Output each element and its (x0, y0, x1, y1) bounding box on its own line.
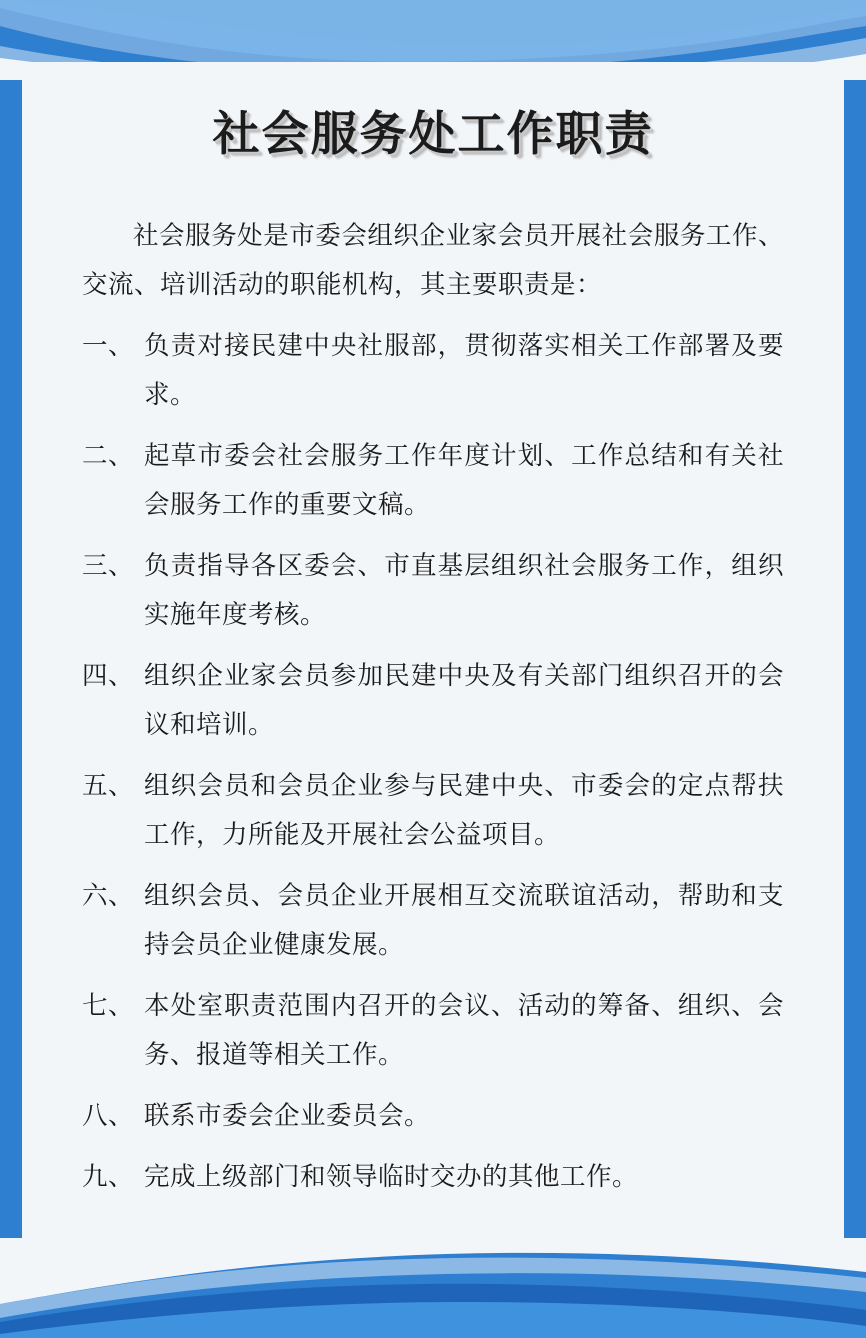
list-item (82, 542, 784, 640)
list-item (82, 432, 784, 530)
list-item (82, 322, 784, 420)
list-item-text: 负责对接民建中央社服部，贯彻落实相关工作部署及要求。 (144, 332, 784, 409)
list-item (82, 1092, 784, 1141)
list-item (82, 1153, 784, 1202)
list-item-text: 组织会员、会员企业开展相互交流联谊活动，帮助和支持会员企业健康发展。 (144, 882, 784, 959)
list-item (82, 982, 784, 1080)
list-item-number: 三、 (82, 552, 135, 580)
list-item-number: 六、 (82, 882, 135, 910)
list-item-text: 组织企业家会员参加民建中央及有关部门组织召开的会议和培训。 (144, 662, 784, 739)
list-item-text: 组织会员和会员企业参与民建中央、市委会的定点帮扶工作，力所能及开展社会公益项目。 (144, 772, 784, 849)
list-item-text: 联系市委会企业委员会。 (144, 1102, 431, 1130)
list-item-text: 负责指导各区委会、市直基层组织社会服务工作，组织实施年度考核。 (144, 552, 784, 629)
list-item-number: 一、 (82, 332, 135, 360)
list-item-text: 完成上级部门和领导临时交办的其他工作。 (144, 1163, 639, 1191)
poster-content (22, 62, 844, 1276)
list-item (82, 762, 784, 860)
list-item-text: 本处室职责范围内召开的会议、活动的筹备、组织、会务、报道等相关工作。 (144, 992, 784, 1069)
list-item-number: 八、 (82, 1102, 135, 1130)
list-item-text: 起草市委会社会服务工作年度计划、工作总结和有关社会服务工作的重要文稿。 (144, 442, 784, 519)
list-item-number: 四、 (82, 662, 135, 690)
list-item-number: 七、 (82, 992, 135, 1020)
page-title: 社会服务处工作职责 (212, 107, 654, 162)
responsibilities-body (82, 212, 784, 1202)
intro-paragraph: 社会服务处是市委会组织企业家会员开展社会服务工作、交流、培训活动的职能机构，其主要职责是： (82, 222, 784, 299)
list-item (82, 652, 784, 750)
list-item (82, 872, 784, 970)
list-item-number: 二、 (82, 442, 135, 470)
list-item-number: 五、 (82, 772, 135, 800)
list-item-number: 九、 (82, 1163, 135, 1191)
